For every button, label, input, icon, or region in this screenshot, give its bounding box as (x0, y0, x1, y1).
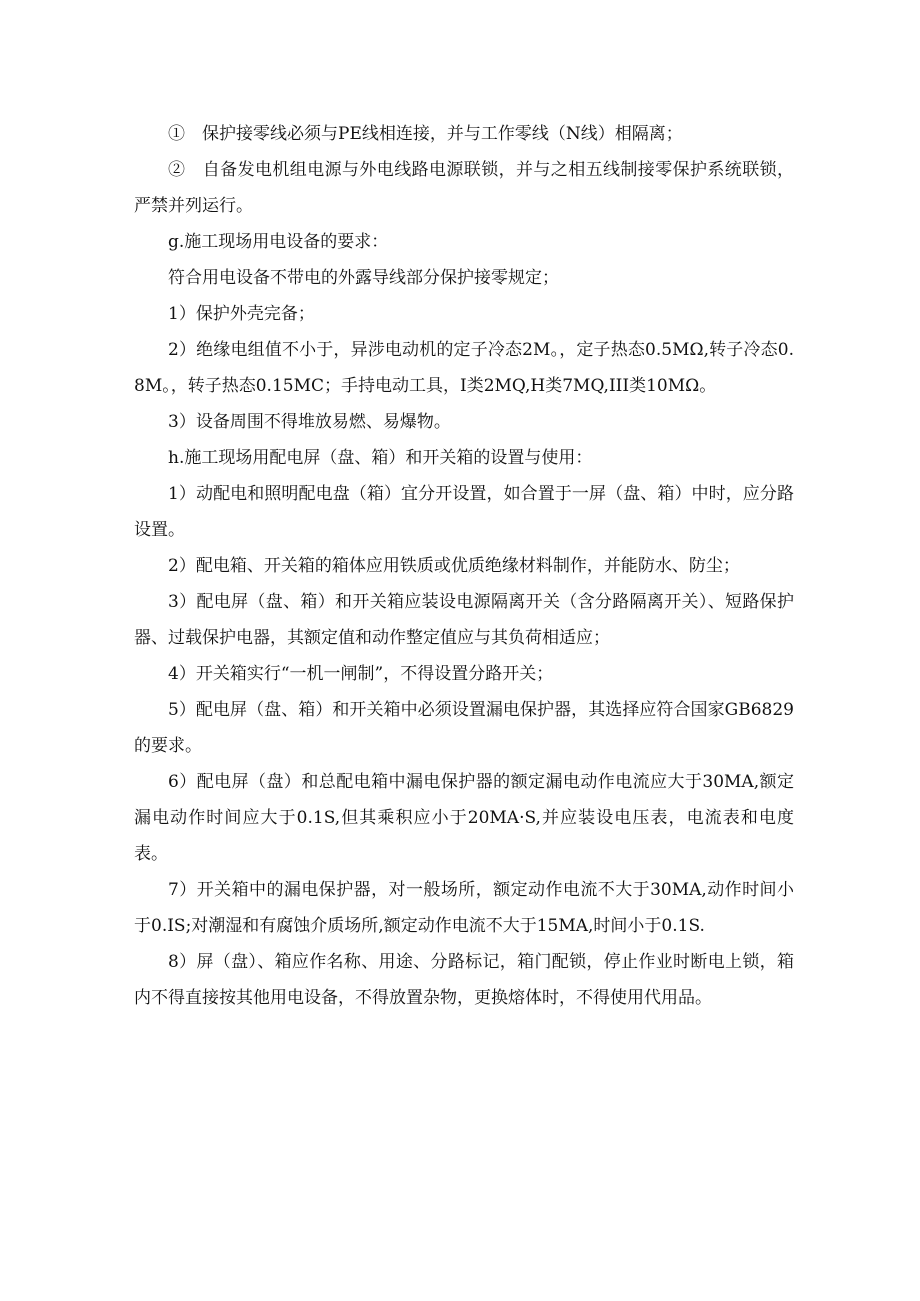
list-item-h6: 6）配电屏（盘）和总配电箱中漏电保护器的额定漏电动作电流应大于30MA,额定漏电动作时间应大于0.1S,但其乘积应小于20MA·S,并应装设电压表，电流表和电度表。 (134, 772, 794, 864)
paragraph-grounding-rule: 符合用电设备不带电的外露导线部分保护接零规定； (168, 268, 559, 288)
list-item-h1: 1）动配电和照明配电盘（箱）宜分开设置，如合置于一屏（盘、箱）中时，应分路设置。 (134, 484, 794, 540)
section-heading-h: h.施工现场用配电屏（盘、箱）和开关箱的设置与使用： (168, 448, 593, 468)
section-heading-g: g.施工现场用电设备的要求： (168, 232, 389, 252)
list-item-h5: 5）配电屏（盘、箱）和开关箱中必须设置漏电保护器，其选择应符合国家GB6829的要求。 (134, 700, 794, 756)
paragraph-generator-interlock: ② 自备发电机组电源与外电线路电源联锁，并与之相五线制接零保护系统联锁，严禁并列运行。 (134, 160, 794, 216)
paragraph-protective-neutral: ① 保护接零线必须与PE线相连接，并与工作零线（N线）相隔离； (168, 124, 683, 144)
list-item-h3: 3）配电屏（盘、箱）和开关箱应装设电源隔离开关（含分路隔离开关）、短路保护器、过载保护电器，其额定值和动作整定值应与其负荷相适应； (134, 592, 794, 648)
list-item-h2: 2）配电箱、开关箱的箱体应用铁质或优质绝缘材料制作，并能防水、防尘； (168, 556, 740, 576)
list-item-g2: 2）绝缘电组值不小于，异涉电动机的定子冷态2M。，定子热态0.5MΩ,转子冷态0.8M。，转子热态0.15MC；手持电动工具，I类2MQ,H类7MQ,III类10MΩ。 (134, 340, 794, 396)
list-item-h4: 4）开关箱实行“一机一闸制”，不得设置分路开关； (168, 664, 554, 684)
list-item-g1: 1）保护外壳完备； (168, 304, 315, 324)
list-item-h8: 8）屏（盘）、箱应作名称、用途、分路标记，箱门配锁，停止作业时断电上锁，箱内不得直接按其他用电设备，不得放置杂物，更换熔体时，不得使用代用品。 (134, 952, 794, 1008)
document-body (134, 116, 794, 1016)
list-item-h7: 7）开关箱中的漏电保护器，对一般场所，额定动作电流不大于30MA,动作时间小于0.IS;对潮湿和有腐蚀介质场所,额定动作电流不大于15MA,时间小于0.1S. (134, 880, 794, 936)
list-item-g3: 3）设备周围不得堆放易燃、易爆物。 (168, 412, 451, 432)
